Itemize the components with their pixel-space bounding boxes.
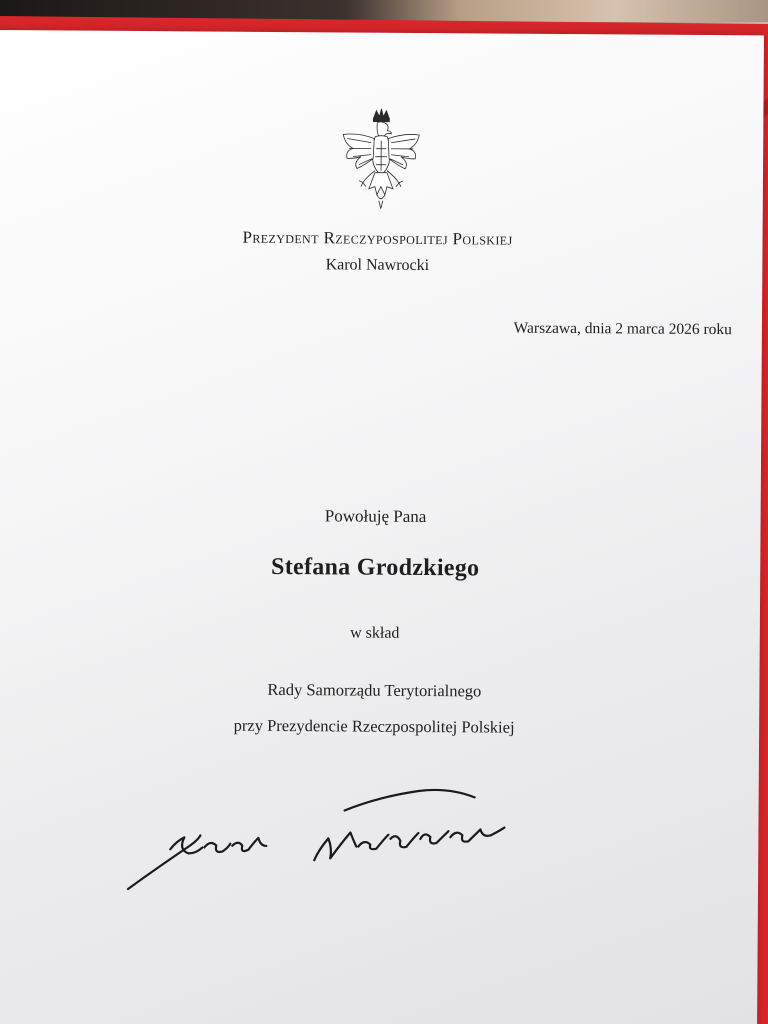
council-name-line-2: przy Prezydencie Rzeczpospolitej Polskiej [233, 715, 515, 737]
council-name-line-1: Rady Samorządu Terytorialnego [267, 679, 482, 701]
place-date: Warszawa, dnia 2 marca 2026 roku [513, 319, 732, 339]
appointee-name: Stefana Grodzkiego [271, 553, 480, 582]
appointment-letter [0, 30, 764, 1024]
into-phrase: w skład [350, 624, 400, 642]
appointment-phrase: Powołuję Pana [324, 506, 427, 527]
issuer-title: Prezydent Rzeczypospolitej Polskiej [242, 227, 513, 249]
polish-eagle-icon [333, 104, 430, 215]
handwritten-signature [118, 749, 539, 902]
issuer-name: Karol Nawrocki [325, 256, 430, 275]
